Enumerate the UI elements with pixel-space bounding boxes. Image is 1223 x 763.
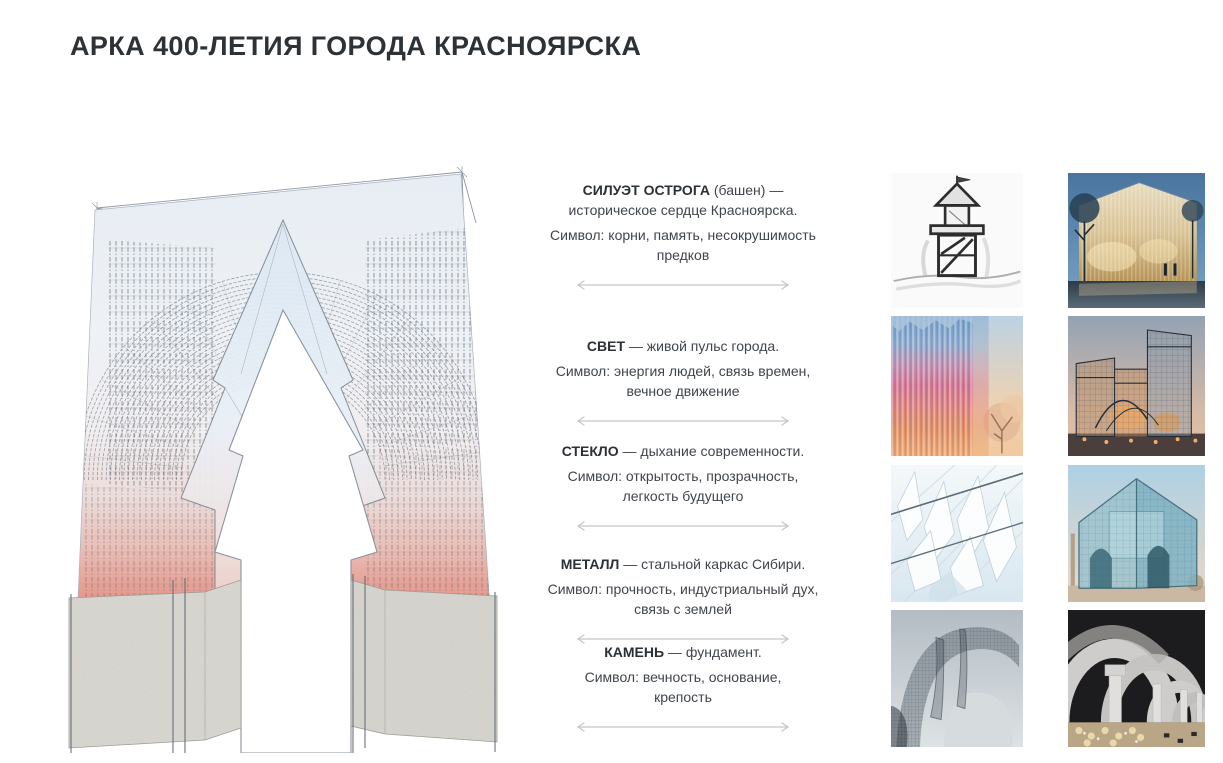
section-term: СТЕКЛО [561, 443, 619, 459]
double-arrow [570, 721, 796, 733]
ref-image-wire-mesh-pavilion-dusk [1068, 316, 1205, 456]
page-title: АРКА 400-ЛЕТИЯ ГОРОДА КРАСНОЯРСКА [70, 31, 642, 62]
section-heading [558, 181, 808, 221]
section-term: КАМЕНЬ [604, 644, 665, 660]
arch-monument-sketch [65, 128, 500, 753]
ref-image-ostrog-tower-sketch [891, 173, 1023, 308]
section-silhouette [532, 181, 834, 296]
section-symbol: Символ: открытость, прозрачность, легкость будущего [567, 467, 799, 504]
section-glass [532, 442, 834, 538]
section-heading [532, 337, 834, 357]
section-symbol: Символ: энергия людей, связь времен, вечное движение [555, 362, 811, 399]
section-metal [532, 555, 834, 651]
ref-image-colorful-translucent-facade [891, 316, 1023, 456]
ref-image-white-crystal-glass-closeup [891, 465, 1023, 602]
double-arrow [570, 415, 796, 427]
section-heading [532, 442, 834, 462]
section-rest: — живой пульс города. [625, 338, 780, 354]
section-rest: — фундамент. [664, 644, 762, 660]
ref-image-glowing-glass-pavilion-night [1068, 173, 1205, 308]
section-light [532, 337, 834, 433]
section-term: СВЕТ [586, 338, 626, 354]
section-stone [532, 643, 834, 739]
ref-image-wire-mesh-arch-gray-sky [891, 610, 1023, 747]
double-arrow [570, 520, 796, 532]
arch-monument-svg [65, 128, 500, 753]
section-symbol: Символ: вечность, основание, крепость [584, 668, 782, 705]
section-heading [532, 555, 834, 575]
section-heading [532, 643, 834, 663]
section-term: СИЛУЭТ ОСТРОГА [582, 182, 710, 198]
section-symbol: Символ: прочность, индустриальный дух, связь с землей [547, 580, 819, 617]
section-rest: — дыхание современности. [618, 443, 805, 459]
section-rest: — стальной каркас Сибири. [619, 556, 806, 572]
section-symbol: Символ: корни, память, несокрушимость предков [550, 226, 816, 263]
section-term: МЕТАЛЛ [560, 556, 620, 572]
double-arrow [570, 279, 796, 291]
ref-image-wire-mesh-colonnade-interior [1068, 610, 1205, 747]
section-rest: (башен) — историческое сердце Красноярска. [568, 182, 798, 218]
ref-image-glass-cube-with-arches [1068, 465, 1205, 602]
